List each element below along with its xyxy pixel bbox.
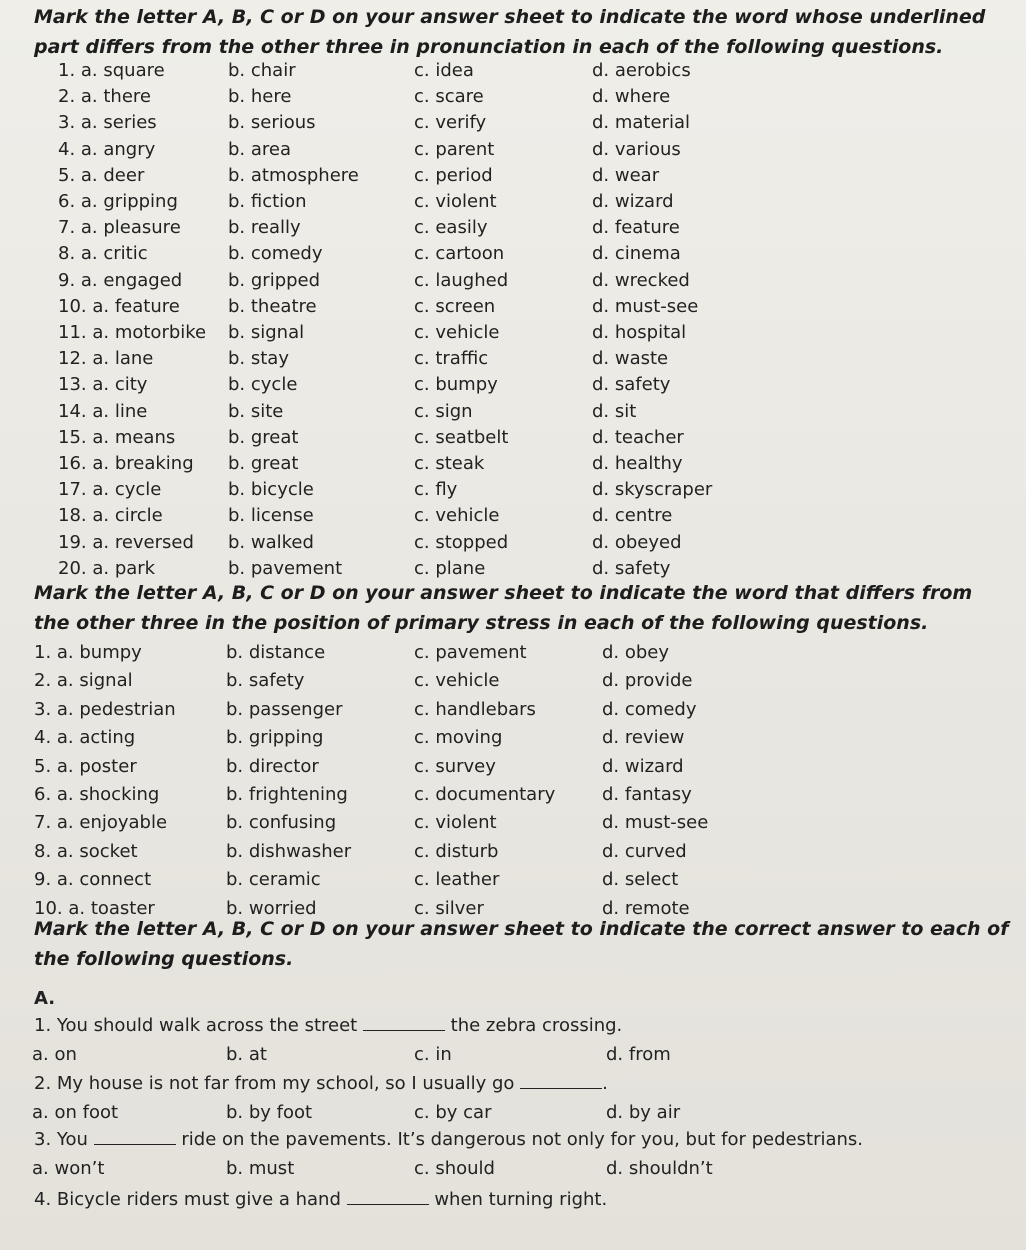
question-row <box>0 399 1026 425</box>
question-row <box>0 451 1026 477</box>
option-b[interactable]: b. chair <box>228 60 296 81</box>
option-b[interactable]: b. license <box>228 505 314 527</box>
option-a[interactable]: 6. a. gripping <box>58 191 178 212</box>
option-c[interactable]: c. cartoon <box>414 243 505 265</box>
question-row <box>0 320 1026 346</box>
option-d[interactable]: d. by air <box>606 1102 681 1123</box>
option-d[interactable]: d. material <box>592 112 690 134</box>
option-d[interactable]: d. curved <box>602 840 687 862</box>
option-a[interactable]: 4. a. angry <box>58 138 156 160</box>
option-c[interactable]: c. vehicle <box>414 670 500 692</box>
option-b[interactable]: b. atmosphere <box>228 164 359 186</box>
option-a[interactable]: 2. a. there <box>58 86 151 108</box>
option-c[interactable]: c. should <box>414 1158 495 1179</box>
question-3-options <box>0 1156 1026 1182</box>
option-a[interactable]: 2. a. signal <box>34 670 133 692</box>
option-b[interactable]: b. gripped <box>228 269 321 291</box>
option-d[interactable]: d. where <box>592 86 671 108</box>
option-a[interactable]: 7. a. pleasure <box>58 217 181 239</box>
option-b[interactable]: b. theatre <box>228 295 317 317</box>
part-label: A. <box>34 988 56 1009</box>
option-d[interactable]: d. fantasy <box>602 784 692 805</box>
option-c[interactable]: c. easily <box>414 217 488 239</box>
option-d[interactable]: d. aerobics <box>592 60 691 81</box>
option-b[interactable]: b. director <box>226 755 319 777</box>
option-c[interactable]: c. plane <box>414 557 486 579</box>
option-c[interactable]: c. period <box>414 164 493 186</box>
option-c[interactable]: c. sign <box>414 400 473 422</box>
option-d[interactable]: d. feature <box>592 217 680 239</box>
option-c[interactable]: c. survey <box>414 755 496 777</box>
option-a[interactable]: 15. a. means <box>58 426 176 448</box>
option-c[interactable]: c. by car <box>414 1102 492 1123</box>
option-a[interactable]: 18. a. circle <box>58 505 163 527</box>
option-c[interactable]: c. documentary <box>414 784 556 805</box>
question-1-blank[interactable] <box>363 1012 445 1031</box>
option-d[interactable]: d. cinema <box>592 243 681 265</box>
option-a[interactable]: 4. a. acting <box>34 727 136 749</box>
option-c[interactable]: c. seatbelt <box>414 426 509 448</box>
option-c[interactable]: c. in <box>414 1044 452 1065</box>
option-c[interactable]: c. violent <box>414 191 497 212</box>
option-c[interactable]: c. bumpy <box>414 374 498 396</box>
option-d[interactable]: d. wear <box>592 164 660 186</box>
option-b[interactable]: b. walked <box>228 531 314 553</box>
option-d[interactable]: d. skyscraper <box>592 479 713 501</box>
question-1-before: 1. You should walk across the street <box>34 1015 363 1036</box>
option-b[interactable]: b. comedy <box>228 243 323 265</box>
question-row <box>0 346 1026 372</box>
option-b[interactable]: b. serious <box>228 112 316 134</box>
option-d[interactable]: d. hospital <box>592 322 687 343</box>
option-b[interactable]: b. passenger <box>226 698 343 720</box>
section2-heading: Mark the letter A, B, C or D on your answer sheet to indicate the word that differs from the other three in the position of primary stress in each of the following questions. <box>34 582 973 634</box>
option-a[interactable]: 7. a. enjoyable <box>34 812 168 834</box>
question-4 <box>34 1186 607 1213</box>
option-d[interactable]: d. teacher <box>592 426 684 448</box>
question-4-before: 4. Bicycle riders must give a hand <box>34 1189 347 1210</box>
option-a[interactable]: 9. a. engaged <box>58 269 183 291</box>
question-row <box>0 58 1026 84</box>
option-c[interactable]: c. screen <box>414 295 496 317</box>
option-c[interactable]: c. idea <box>414 60 474 81</box>
option-a[interactable]: 19. a. reversed <box>58 531 194 553</box>
option-d[interactable]: d. must-see <box>602 812 709 834</box>
question-2-options <box>0 1100 1026 1126</box>
option-c[interactable]: c. violent <box>414 812 497 834</box>
option-d[interactable]: d. safety <box>592 557 671 579</box>
option-d[interactable]: d. waste <box>592 348 669 370</box>
question-row <box>0 372 1026 398</box>
option-b[interactable]: b. signal <box>228 322 305 343</box>
option-a[interactable]: 6. a. shocking <box>34 784 160 805</box>
question-row <box>0 189 1026 215</box>
question-row <box>0 530 1026 556</box>
option-a[interactable]: 9. a. connect <box>34 869 152 891</box>
option-d[interactable]: d. shouldn’t <box>606 1158 713 1179</box>
option-b[interactable]: b. by foot <box>226 1102 313 1123</box>
option-d[interactable]: d. obeyed <box>592 531 682 553</box>
option-b[interactable]: b. ceramic <box>226 869 321 891</box>
question-1-after: the zebra crossing. <box>444 1015 623 1036</box>
option-b[interactable]: b. site <box>228 400 284 422</box>
option-b[interactable]: b. here <box>228 86 292 108</box>
option-c[interactable]: c. moving <box>414 727 503 749</box>
option-d[interactable]: d. healthy <box>592 453 683 474</box>
question-row <box>0 84 1026 110</box>
option-a[interactable]: 3. a. pedestrian <box>34 698 176 720</box>
option-a[interactable]: 1. a. bumpy <box>34 642 142 663</box>
option-d[interactable]: d. sit <box>592 400 637 422</box>
question-row <box>0 754 1026 780</box>
option-b[interactable]: b. really <box>228 217 301 239</box>
question-row <box>0 163 1026 189</box>
question-row <box>0 137 1026 163</box>
option-c[interactable]: c. fly <box>414 479 458 501</box>
option-b[interactable]: b. frightening <box>226 784 348 805</box>
option-c[interactable]: c. vehicle <box>414 322 500 343</box>
question-2-after: . <box>602 1073 608 1094</box>
question-2-blank[interactable] <box>520 1070 602 1089</box>
option-d[interactable]: d. must-see <box>592 295 699 317</box>
option-d[interactable]: d. remote <box>602 897 690 919</box>
option-a[interactable]: 10. a. feature <box>58 295 180 317</box>
option-a[interactable]: a. won’t <box>32 1158 105 1179</box>
option-b[interactable]: b. cycle <box>228 374 298 396</box>
option-b[interactable]: b. worried <box>226 897 317 919</box>
question-row <box>0 215 1026 241</box>
option-c[interactable]: c. vehicle <box>414 505 500 527</box>
option-c[interactable]: c. silver <box>414 897 484 919</box>
option-a[interactable]: 5. a. deer <box>58 164 145 186</box>
question-3 <box>34 1126 863 1153</box>
question-2 <box>34 1070 608 1097</box>
option-a[interactable]: 10. a. toaster <box>34 897 155 919</box>
question-row <box>0 782 1026 808</box>
question-row <box>0 425 1026 451</box>
option-c[interactable]: c. parent <box>414 138 495 160</box>
question-row <box>0 503 1026 529</box>
option-a[interactable]: 14. a. line <box>58 400 148 422</box>
option-a[interactable]: 8. a. socket <box>34 840 138 862</box>
question-row <box>0 640 1026 666</box>
option-b[interactable]: b. at <box>226 1044 267 1065</box>
option-d[interactable]: d. provide <box>602 670 693 692</box>
question-3-before: 3. You <box>34 1129 94 1150</box>
option-a[interactable]: 12. a. lane <box>58 348 154 370</box>
option-c[interactable]: c. verify <box>414 112 487 134</box>
option-c[interactable]: c. leather <box>414 869 500 891</box>
option-d[interactable]: d. wizard <box>602 755 684 777</box>
question-2-before: 2. My house is not far from my school, so I usually go <box>34 1073 521 1094</box>
option-c[interactable]: c. steak <box>414 453 485 474</box>
question-3-after: ride on the pavements. It’s dangerous not only for you, but for pedestrians. <box>175 1129 864 1150</box>
option-a[interactable]: a. on foot <box>32 1102 119 1123</box>
option-a[interactable]: 17. a. cycle <box>58 479 162 501</box>
question-row <box>0 110 1026 136</box>
option-b[interactable]: b. stay <box>228 348 289 370</box>
option-c[interactable]: c. laughed <box>414 269 509 291</box>
option-d[interactable]: d. wizard <box>592 191 674 212</box>
option-a[interactable]: 3. a. series <box>58 112 157 134</box>
option-a[interactable]: 5. a. poster <box>34 755 137 777</box>
question-row <box>0 294 1026 320</box>
option-a[interactable]: 8. a. critic <box>58 243 148 265</box>
option-b[interactable]: b. fiction <box>228 191 307 212</box>
question-row <box>0 810 1026 836</box>
option-b[interactable]: b. area <box>228 138 292 160</box>
question-row <box>0 839 1026 865</box>
question-3-blank[interactable] <box>94 1126 176 1145</box>
option-b[interactable]: b. great <box>228 426 299 448</box>
option-c[interactable]: c. disturb <box>414 840 499 862</box>
option-c[interactable]: c. pavement <box>414 642 527 663</box>
option-c[interactable]: c. traffic <box>414 348 489 370</box>
option-b[interactable]: b. gripping <box>226 727 324 749</box>
section1-heading: Mark the letter A, B, C or D on your answer sheet to indicate the word whose underlined part differs from the other three in pronunciation in each of the following questions. <box>34 6 986 58</box>
question-row <box>0 725 1026 751</box>
option-b[interactable]: b. must <box>226 1158 295 1179</box>
option-c[interactable]: c. stopped <box>414 531 509 553</box>
option-a[interactable]: 16. a. breaking <box>58 453 194 474</box>
question-row <box>0 668 1026 694</box>
option-b[interactable]: b. confusing <box>226 812 337 834</box>
option-b[interactable]: b. pavement <box>228 557 343 579</box>
question-row <box>0 697 1026 723</box>
question-row <box>0 241 1026 267</box>
question-1-options <box>0 1042 1026 1068</box>
question-1 <box>34 1012 622 1039</box>
option-c[interactable]: c. handlebars <box>414 698 536 720</box>
option-d[interactable]: d. select <box>602 869 679 891</box>
option-b[interactable]: b. distance <box>226 642 326 663</box>
option-a[interactable]: 13. a. city <box>58 374 148 396</box>
question-4-after: when turning right. <box>428 1189 608 1210</box>
option-a[interactable]: 20. a. park <box>58 557 156 579</box>
question-row <box>0 268 1026 294</box>
option-c[interactable]: c. scare <box>414 86 484 108</box>
option-a[interactable]: a. on <box>32 1044 77 1065</box>
question-row <box>0 867 1026 893</box>
option-b[interactable]: b. great <box>228 453 299 474</box>
option-d[interactable]: d. obey <box>602 642 670 663</box>
option-a[interactable]: 1. a. square <box>58 60 165 81</box>
option-d[interactable]: d. centre <box>592 505 673 527</box>
option-d[interactable]: d. wrecked <box>592 269 690 291</box>
section3-heading: Mark the letter A, B, C or D on your answer sheet to indicate the correct answer to each of the following questions. <box>34 918 1009 970</box>
option-b[interactable]: b. dishwasher <box>226 840 352 862</box>
option-b[interactable]: b. bicycle <box>228 479 314 501</box>
option-d[interactable]: d. safety <box>592 374 671 396</box>
option-a[interactable]: 11. a. motorbike <box>58 322 207 343</box>
question-row <box>0 477 1026 503</box>
option-d[interactable]: d. comedy <box>602 698 697 720</box>
option-b[interactable]: b. safety <box>226 670 305 692</box>
option-d[interactable]: d. review <box>602 727 685 749</box>
question-4-blank[interactable] <box>347 1186 429 1205</box>
option-d[interactable]: d. from <box>606 1044 671 1065</box>
option-d[interactable]: d. various <box>592 138 681 160</box>
